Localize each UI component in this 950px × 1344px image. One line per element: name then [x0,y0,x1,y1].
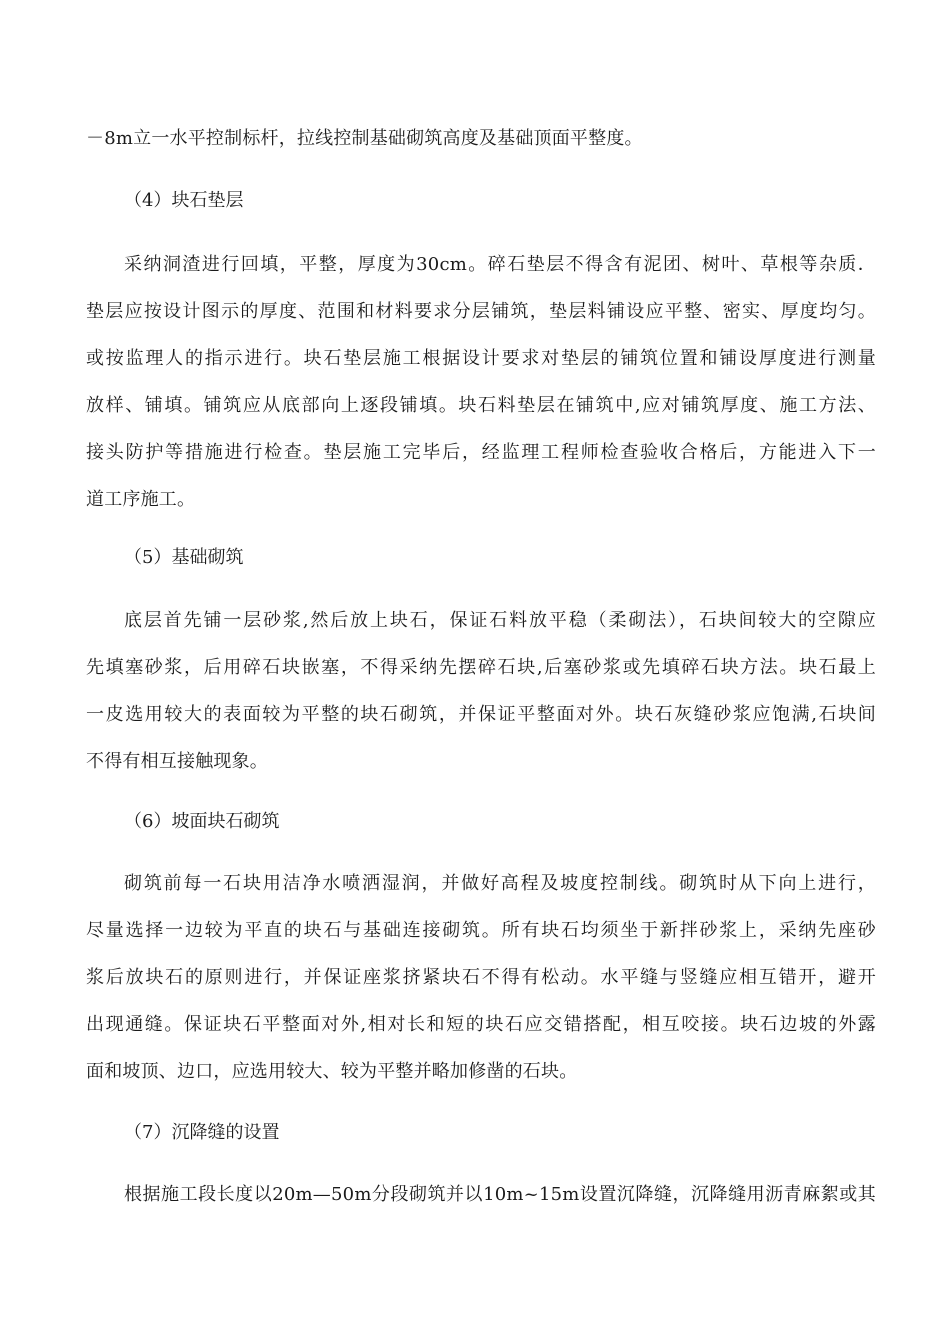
paragraph-line: 底层首先铺一层砂浆,然后放上块石，保证石料放平稳（柔砌法），石块间较大的空隙应 [124,610,876,631]
paragraph-line: 接头防护等措施进行检查。垫层施工完毕后，经监理工程师检查验收合格后，方能进入下一 [86,442,876,463]
paragraph-line: 根据施工段长度以20m—50m分段砌筑并以10m~15m设置沉降缝，沉降缝用沥青麻絮或其 [124,1184,876,1205]
paragraph-line: 道工序施工。 [86,489,196,510]
paragraph-line: 面和坡顶、边口，应选用较大、较为平整并略加修凿的石块。 [86,1061,578,1082]
paragraph-line: 砌筑前每一石块用洁净水喷洒湿润，并做好高程及坡度控制线。砌筑时从下向上进行， [124,873,876,894]
section-heading-5: （5）基础砌筑 [124,547,244,568]
section-heading-7: （7）沉降缝的设置 [124,1122,280,1143]
paragraph-line: 先填塞砂浆，后用碎石块嵌塞，不得采纳先摆碎石块,后塞砂浆或先填碎石块方法。块石最上 [86,657,876,678]
paragraph-line: 或按监理人的指示进行。块石垫层施工根据设计要求对垫层的铺筑位置和铺设厚度进行测量 [86,348,876,369]
paragraph-line: 尽量选择一边较为平直的块石与基础连接砌筑。所有块石均须坐于新拌砂浆上，采纳先座砂 [86,920,876,941]
paragraph-line: 不得有相互接触现象。 [86,751,268,772]
paragraph-line: 放样、铺填。铺筑应从底部向上逐段铺填。块石料垫层在铺筑中,应对铺筑厚度、施工方法、 [86,395,876,416]
paragraph-line: 一皮选用较大的表面较为平整的块石砌筑，并保证平整面对外。块石灰缝砂浆应饱满,石块间 [86,704,876,725]
paragraph-line: 出现通缝。保证块石平整面对外,相对长和短的块石应交错搭配，相互咬接。块石边坡的外露 [86,1014,876,1035]
paragraph-line: 浆后放块石的原则进行，并保证座浆挤紧块石不得有松动。水平缝与竖缝应相互错开，避开 [86,967,876,988]
section-heading-4: （4）块石垫层 [124,190,244,211]
paragraph-line: －8m立一水平控制标杆，拉线控制基础砌筑高度及基础顶面平整度。 [86,128,643,149]
paragraph-line: 采纳洞渣进行回填，平整，厚度为30cm。碎石垫层不得含有泥团、树叶、草根等杂质． [124,254,876,275]
paragraph-line: 垫层应按设计图示的厚度、范围和材料要求分层铺筑，垫层料铺设应平整、密实、厚度均匀。 [86,301,876,322]
section-heading-6: （6）坡面块石砌筑 [124,811,280,832]
